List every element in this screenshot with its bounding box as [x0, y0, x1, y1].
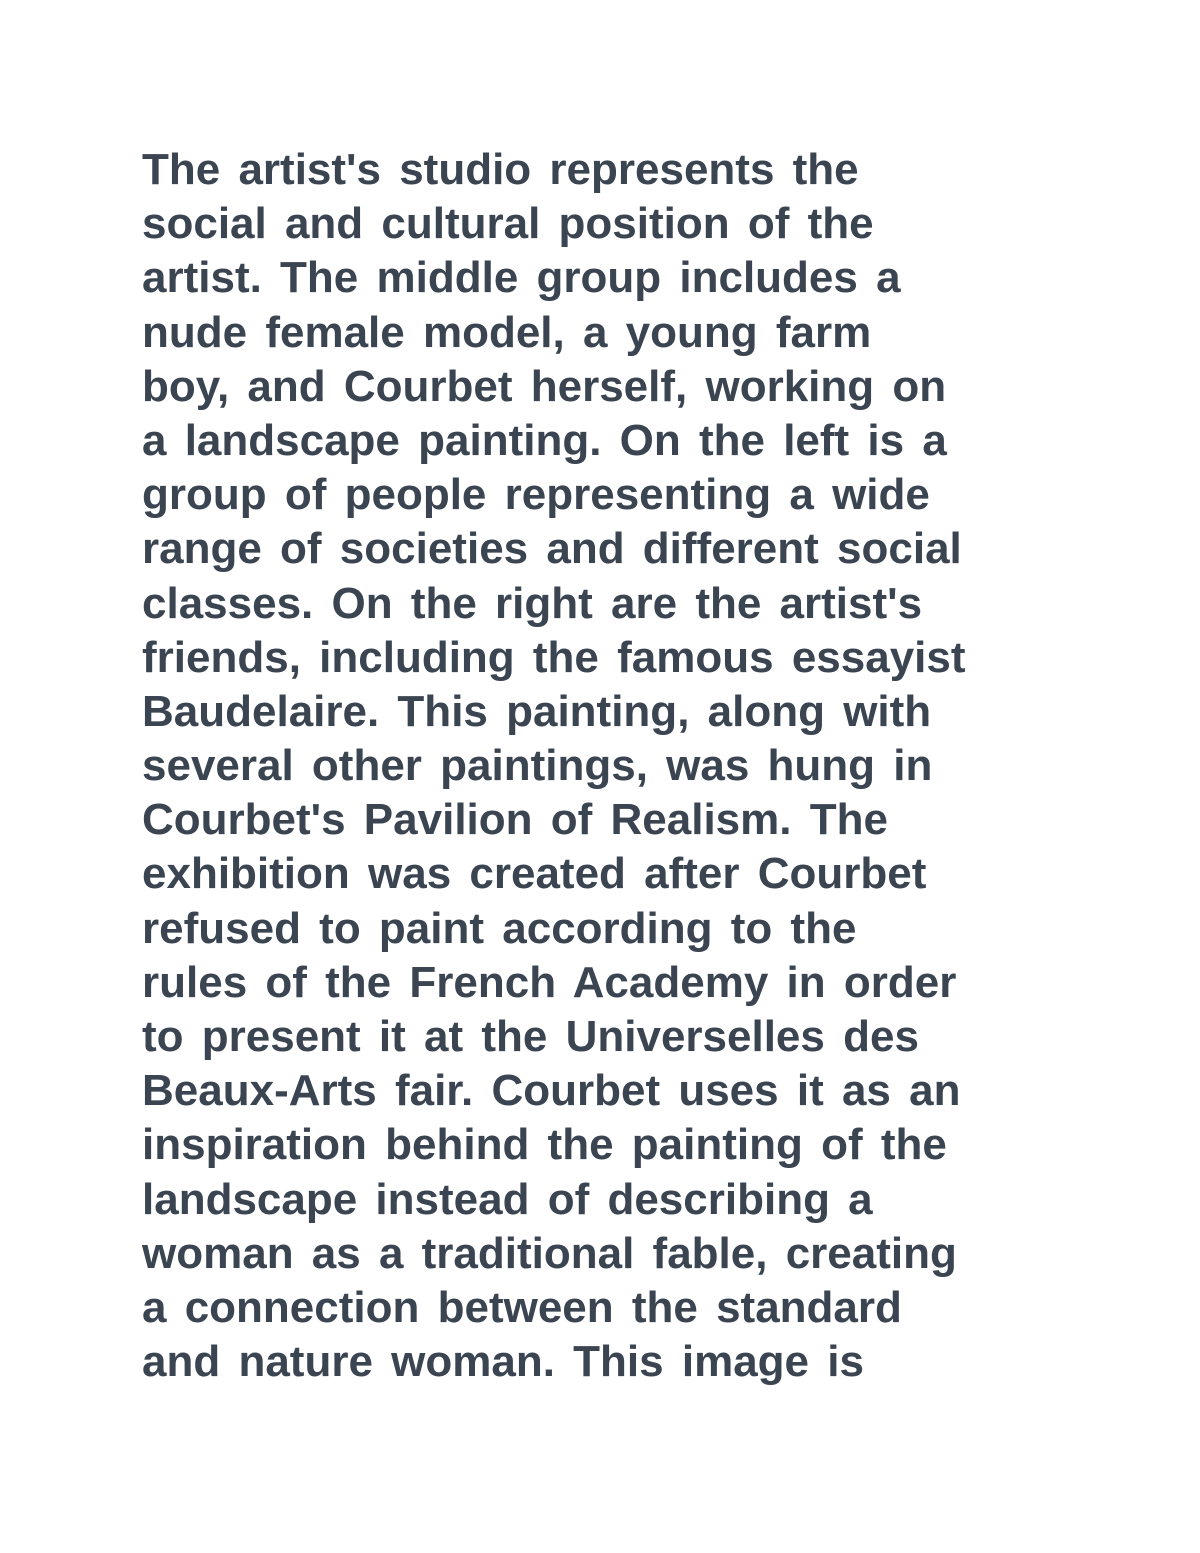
body-paragraph: [142, 143, 1062, 1389]
text-line: The artist's studio represents the: [142, 145, 859, 194]
text-line: a connection between the standard: [142, 1282, 902, 1332]
text-line: range of societies and different social: [142, 524, 962, 574]
text-line: exhibition was created after Courbet: [142, 849, 927, 899]
text-line: classes. On the right are the artist's: [142, 578, 923, 628]
text-line: Beaux-Arts fair. Courbet uses it as an: [142, 1066, 961, 1116]
text-line: several other paintings, was hung in: [142, 741, 933, 791]
text-line: refused to paint according to the: [142, 903, 857, 953]
text-line: artist. The middle group includes a: [142, 253, 901, 303]
text-line: to present it at the Universelles des: [142, 1012, 919, 1061]
text-line: social and cultural position of the: [142, 199, 874, 249]
text-line: a landscape painting. On the left is a: [142, 415, 947, 465]
text-line: Baudelaire. This painting, along with: [142, 686, 932, 736]
text-line: friends, including the famous essayist: [142, 632, 966, 682]
text-line: nude female model, a young farm: [142, 307, 872, 357]
text-line: boy, and Courbet herself, working on: [142, 361, 947, 411]
text-line: inspiration behind the painting of the: [142, 1120, 947, 1170]
text-line: rules of the French Academy in order: [142, 957, 957, 1007]
text-line: Courbet's Pavilion of Realism. The: [142, 795, 888, 845]
text-line: landscape instead of describing a: [142, 1174, 873, 1224]
text-line: woman as a traditional fable, creating: [142, 1228, 957, 1278]
text-line: and nature woman. This image is: [142, 1337, 864, 1387]
text-line: group of people representing a wide: [142, 470, 930, 520]
